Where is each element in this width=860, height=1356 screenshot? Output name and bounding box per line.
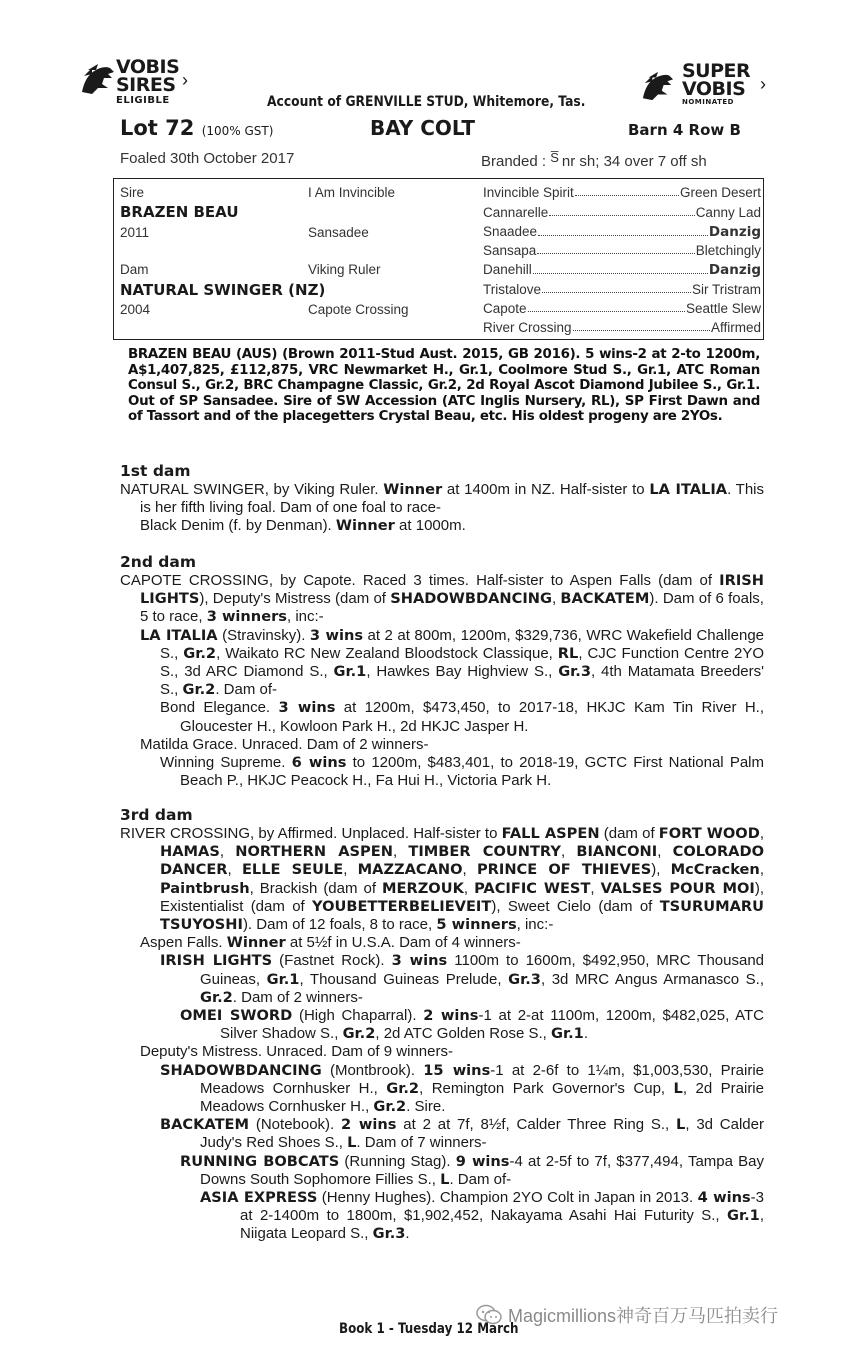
text-bold: LA ITALIA [649, 481, 728, 498]
text-bold: FORT WOOD [658, 825, 760, 842]
text: , Thousand Guineas Prelude, [299, 970, 509, 988]
text-bold: ELLE SEULE [241, 861, 344, 879]
backatem-entry [160, 1116, 764, 1152]
text-bold: ASIA EXPRESS [200, 1189, 318, 1207]
text: to 1200m, $483,401, to 2018-19, GCTC First National Palm Beach P., HKJC Peacock H., Fa Hui H., Victoria Park H. [180, 754, 765, 790]
matilda-grace-entry [140, 736, 764, 754]
first-dam-foal [120, 517, 764, 535]
text: . Dam of- [449, 1170, 512, 1188]
running-bobcats-entry [180, 1153, 764, 1189]
text: Aspen Falls. [140, 934, 227, 952]
text: , 3d Calder Judy's Red Shoes S., [200, 1116, 764, 1152]
text: , 2d Prairie Meadows Cornhusker H., [200, 1079, 764, 1116]
logo-line3: NOMINATED [682, 98, 734, 107]
text: . [583, 1025, 588, 1043]
third-dam-intro: RIVER CROSSING, by Affirmed. Unplaced. Half-sister to FALL ASPEN (dam of FORT WOOD, HAMAS, NORTHERN ASPEN, TIMBER COUNTRY, BIANCONI, COLORADO DANCER, ELLE SEULE, MAZZACANO, PRINCE OF THIEVES), McCracken, Paintbrush, Brackish (dam of MERZOUK, PACIFIC WEST, VALSES POUR MOI), Existentialist (dam of YOUBETTERBELIEVEIT), Sweet Cielo (dam of TSURUMARU TSUYOSHI). Dam of 12 foals, 8 to race, 5 winners, inc:- [120, 825, 765, 934]
text: , Brackish (dam of [249, 879, 382, 897]
vendor-account: Account of GRENVILLE STUD, Whitemore, Tas. [267, 94, 586, 110]
gst-note: (100% GST) [201, 124, 274, 138]
text-bold: MAZZACANO [357, 861, 463, 879]
gp-right: Danzig [708, 224, 761, 240]
second-dam-heading: 2nd dam [120, 553, 197, 571]
text: , inc:- [286, 608, 324, 626]
text: -3 at 2-1400m to 1800m, $1,902,452, Nakayama Asahi Hai Futurity S., [240, 1189, 765, 1225]
sire-label: Sire [120, 185, 145, 200]
text-bold: 2 wins [423, 1007, 479, 1025]
text-bold: 15 wins [423, 1061, 491, 1079]
text-bold: RUNNING BOBCATS [180, 1152, 340, 1170]
watermark-text: Magicmillions神奇百万马匹拍卖行 [508, 1306, 779, 1326]
text-bold: 3 wins [391, 952, 448, 970]
text: , 4th Matamata Breeders' S., [160, 663, 764, 699]
text-bold: SHADOWBDANCING [390, 590, 552, 608]
la-italia-entry [140, 627, 764, 700]
text: (Henny Hughes). Champion 2YO Colt in Japan in 2013. [317, 1189, 698, 1207]
text: (Fastnet Rock). [272, 952, 392, 970]
text-bold: Gr.3 [508, 970, 541, 988]
text-bold: PACIFIC WEST [474, 879, 591, 897]
text: RIVER CROSSING, by Affirmed. Unplaced. Half-sister to [120, 825, 502, 842]
gp-left: Invincible Spirit [483, 185, 574, 200]
text: (Montbrook). [321, 1061, 424, 1079]
third-dam-text [120, 825, 764, 1244]
text-bold: FALL ASPEN [501, 825, 600, 842]
second-dam-text [120, 572, 764, 790]
logo-line1: SUPER [682, 60, 751, 82]
text: ). Dam of 6 foals, 5 to race, [140, 590, 764, 626]
text: at 2 at 800m, 1200m, $329,736, WRC Wakefield Challenge S., [160, 626, 764, 662]
chevron-right-icon: › [760, 74, 766, 94]
text: -4 at 2-5f to 7f, $377,494, Tampa Bay Downs South Sophomore Fillies S., [200, 1152, 764, 1188]
text-bold: NORTHERN ASPEN [235, 843, 393, 861]
text-bold: 3 winners [206, 608, 287, 626]
text-bold: Gr.3 [558, 663, 591, 681]
text-bold: TSURUMARU TSUYOSHI [160, 897, 764, 934]
text: , inc:- [516, 916, 554, 934]
text-bold: BACKATEM [160, 1116, 250, 1134]
text: . Dam of 2 winners- [232, 988, 363, 1006]
grandparent-row [483, 262, 761, 278]
text: 1100m to 1600m, $492,950, MRC Thousand Guineas, [200, 952, 765, 988]
text-bold: LA ITALIA [140, 626, 218, 644]
text-bold: IRISH LIGHTS [160, 952, 273, 970]
text: (High Chaparral). [292, 1007, 424, 1025]
text-bold: Gr.2 [183, 644, 217, 662]
text-bold: PRINCE OF THIEVES [476, 861, 652, 879]
text: at 1200m, $473,450, to 2017-18, HKJC Kam Tin River H., Gloucester H., Kowloon Park H., 2d HKJC Jasper H. [180, 699, 764, 735]
super-vobis-logo [638, 62, 768, 110]
text-bold: TIMBER COUNTRY [408, 843, 561, 861]
gp-right: Danzig [708, 262, 761, 278]
grandparent-row [483, 224, 761, 240]
watermark [476, 1302, 778, 1328]
text-bold: Gr.2 [342, 1025, 376, 1043]
text: Deputy's Mistress. Unraced. Dam of 9 winners- [140, 1043, 453, 1061]
text: at 1000m. [394, 517, 466, 535]
aspen-falls-entry [140, 934, 764, 952]
gp-left: Danehill [483, 262, 532, 277]
second-dam-intro [120, 572, 764, 627]
sire-dam: Sansadee [308, 225, 369, 240]
text-bold: Gr.3 [372, 1225, 406, 1243]
winning-supreme-entry [160, 754, 764, 790]
text-bold: L [440, 1170, 450, 1188]
horse-head-icon [78, 62, 118, 96]
text-bold: VALSES POUR MOI [600, 879, 755, 897]
text-bold: L [676, 1116, 686, 1134]
text-bold: OMEI SWORD [180, 1007, 293, 1025]
vobis-sires-logo [78, 58, 190, 110]
text-bold: COLORADO DANCER [160, 843, 764, 879]
dam-label: Dam [120, 262, 149, 277]
text: , 2d ATC Golden Rose S., [375, 1025, 552, 1043]
text: . Sire. [406, 1098, 446, 1116]
text: at 5½f in U.S.A. Dam of 4 winners- [285, 934, 521, 952]
text-bold: BIANCONI [576, 843, 658, 861]
lot-label: Lot 72 [120, 116, 195, 140]
text: , 3d MRC Angus Armanasco S., [540, 970, 764, 988]
text: -1 at 2-at 1100m, 1200m, $482,025, ATC Silver Shadow S., [220, 1007, 764, 1043]
text-bold: Winner [383, 481, 443, 498]
text: , Niigata Leopard S., [240, 1207, 764, 1243]
sire-summary: BRAZEN BEAU (AUS) (Brown 2011-Stud Aust. 2015, GB 2016). 5 wins-2 at 2-to 1200m, A$1,407,825, £112,875, VRC Newmarket H., Gr.1, Coolmore Stud S., Gr.1, ATC Roman Consul S., Gr.2, BRC Champagne Classic, Gr.2, 2d Royal Ascot Diamond Jubilee S., Gr.1. Out of SP Sansadee. Sire of SW Accession (ATC Inglis Nursery, RL), SP First Dawn and of Tassort and of the placegetters Crystal Beau, etc. His oldest progeny are 2YOs. [128, 347, 760, 425]
logo-line2: VOBIS [682, 78, 746, 101]
text-bold: Gr.2 [373, 1098, 407, 1116]
text-bold: L [673, 1079, 683, 1097]
text: Bond Elegance. [160, 699, 279, 717]
text-bold: 4 wins [697, 1189, 751, 1207]
deputys-mistress-entry [140, 1043, 764, 1061]
text-bold: Gr.2 [200, 988, 233, 1006]
text: ), Sweet Cielo (dam of [491, 897, 660, 915]
text-bold: Gr.2 [182, 681, 216, 699]
text: , Remington Park Governor's Cup, [419, 1079, 674, 1097]
text: Winning Supreme. [160, 754, 292, 772]
irish-lights-entry [160, 952, 764, 1007]
text-bold: RL [557, 644, 579, 662]
sire-name: BRAZEN BEAU [120, 203, 239, 221]
gp-right: Affirmed [710, 320, 761, 335]
shadowbdancing-entry [160, 1062, 764, 1117]
text-bold: Gr.1 [551, 1025, 584, 1043]
first-dam-heading: 1st dam [120, 462, 191, 480]
text-bold: HAMAS [160, 843, 220, 861]
text-bold: Gr.2 [386, 1079, 420, 1097]
grandparent-row [483, 205, 761, 220]
text: at 1400m in NZ. Half-sister to [442, 481, 650, 498]
text: CAPOTE CROSSING, by Capote. Raced 3 times. Half-sister to Aspen Falls (dam of [120, 572, 720, 589]
text-bold: Winner [226, 934, 286, 952]
gp-left: Snaadee [483, 224, 538, 239]
third-dam-heading: 3rd dam [120, 806, 193, 824]
gp-left: Capote [483, 301, 527, 316]
footer-text: Book 1 - Tuesday 12 March [339, 1321, 519, 1337]
text-bold: Winner [335, 517, 395, 535]
text-bold: MERZOUK [382, 879, 464, 897]
text: ), Existentialist (dam of [160, 879, 765, 915]
text-bold: 6 wins [291, 754, 347, 772]
text: NATURAL SWINGER, by Viking Ruler. [120, 481, 384, 498]
text: -1 at 2-6f to 1¼m, $1,003,530, Prairie Meadows Cornhusker H., [200, 1061, 765, 1097]
text-bold: IRISH LIGHTS [140, 572, 764, 608]
text: , [551, 590, 561, 608]
text-bold: L [347, 1134, 357, 1152]
dam-name: NATURAL SWINGER (NZ) [120, 281, 326, 299]
text: . Dam of 7 winners- [356, 1134, 487, 1152]
text-bold: SHADOWBDANCING [160, 1061, 322, 1079]
grandparent-row [483, 185, 761, 200]
sire-year: 2011 [120, 225, 150, 240]
text: . Dam of- [215, 681, 277, 699]
text-bold: YOUBETTERBELIEVEIT [312, 897, 492, 915]
text: (Notebook). [249, 1116, 342, 1134]
gp-right: Green Desert [679, 185, 761, 200]
gp-right: Sir Tristram [692, 282, 761, 297]
text-bold: Gr.1 [727, 1207, 760, 1225]
text-bold: 5 winners [436, 916, 517, 934]
text: at 2 at 7f, 8½f, Calder Three Ring S., [396, 1116, 677, 1134]
first-dam-text [120, 481, 764, 536]
grandparent-row [483, 301, 761, 316]
chevron-right-icon: › [182, 70, 188, 90]
gp-left: River Crossing [483, 320, 572, 335]
branded-label: Branded : [481, 153, 551, 170]
horse-head-icon [638, 70, 678, 102]
pedigree-table [113, 178, 764, 340]
text: Black Denim (f. by Denman). [140, 517, 336, 535]
foaled-date: Foaled 30th October 2017 [120, 150, 295, 167]
text: (Running Stag). [339, 1152, 456, 1170]
text-bold: Paintbrush [160, 879, 250, 897]
text: ), Deputy's Mistress (dam of [199, 590, 391, 608]
brand-detail: nr sh; 34 over 7 off sh [561, 153, 707, 170]
text-bold: 3 wins [309, 626, 364, 644]
text-bold: Gr.1 [266, 970, 300, 988]
grandparent-row [483, 320, 761, 335]
gp-right: Canny Lad [695, 205, 761, 220]
gp-left: Cannarelle [483, 205, 549, 220]
text: ). Dam of 12 foals, 8 to race, [242, 916, 437, 934]
text: , CJC Function Centre 2YO S., 3d ARC Diamond S., [160, 644, 764, 681]
grandparent-row [483, 282, 761, 297]
bond-elegance-entry [160, 699, 764, 735]
text-bold: Gr.1 [333, 663, 367, 681]
gp-left: Sansapa [483, 243, 537, 258]
text-bold: 2 wins [341, 1116, 397, 1134]
gp-right: Seattle Slew [685, 301, 761, 316]
text-bold: 3 wins [278, 699, 336, 717]
logo-line2: SIRES [116, 74, 176, 97]
logo-line1: VOBIS [116, 56, 180, 78]
dam-dam: Capote Crossing [308, 302, 409, 317]
text: , Hawkes Bay Highview S., [366, 663, 559, 681]
text-bold: McCracken [670, 861, 760, 879]
gp-left: Tristalove [483, 282, 542, 297]
dam-year: 2004 [120, 302, 151, 317]
text-bold: 9 wins [455, 1152, 510, 1170]
branded-info [481, 150, 707, 170]
lot-number [120, 116, 273, 140]
text-bold: BACKATEM [560, 590, 650, 608]
text: (dam of [599, 825, 659, 842]
text: , Waikato RC New Zealand Bloodstock Classique, [216, 644, 558, 662]
text: (Stravinsky). [217, 626, 310, 644]
logo-line3: ELIGIBLE [116, 95, 170, 107]
sire-sire: I Am Invincible [308, 185, 396, 200]
text: . This is her fifth living foal. Dam of one foal to race- [140, 481, 765, 517]
brand-mark-icon: S̅ [550, 150, 559, 165]
omei-sword-entry [180, 1007, 764, 1043]
dam-sire: Viking Ruler [308, 262, 381, 277]
gp-right: Bletchingly [695, 243, 761, 258]
page-title: BAY COLT [370, 116, 476, 140]
asia-express-entry [200, 1189, 764, 1244]
grandparent-row [483, 243, 761, 258]
barn-location: Barn 4 Row B [628, 121, 741, 139]
first-dam-intro [120, 481, 764, 517]
text: Matilda Grace. Unraced. Dam of 2 winners- [140, 735, 429, 753]
text: . [405, 1225, 410, 1243]
